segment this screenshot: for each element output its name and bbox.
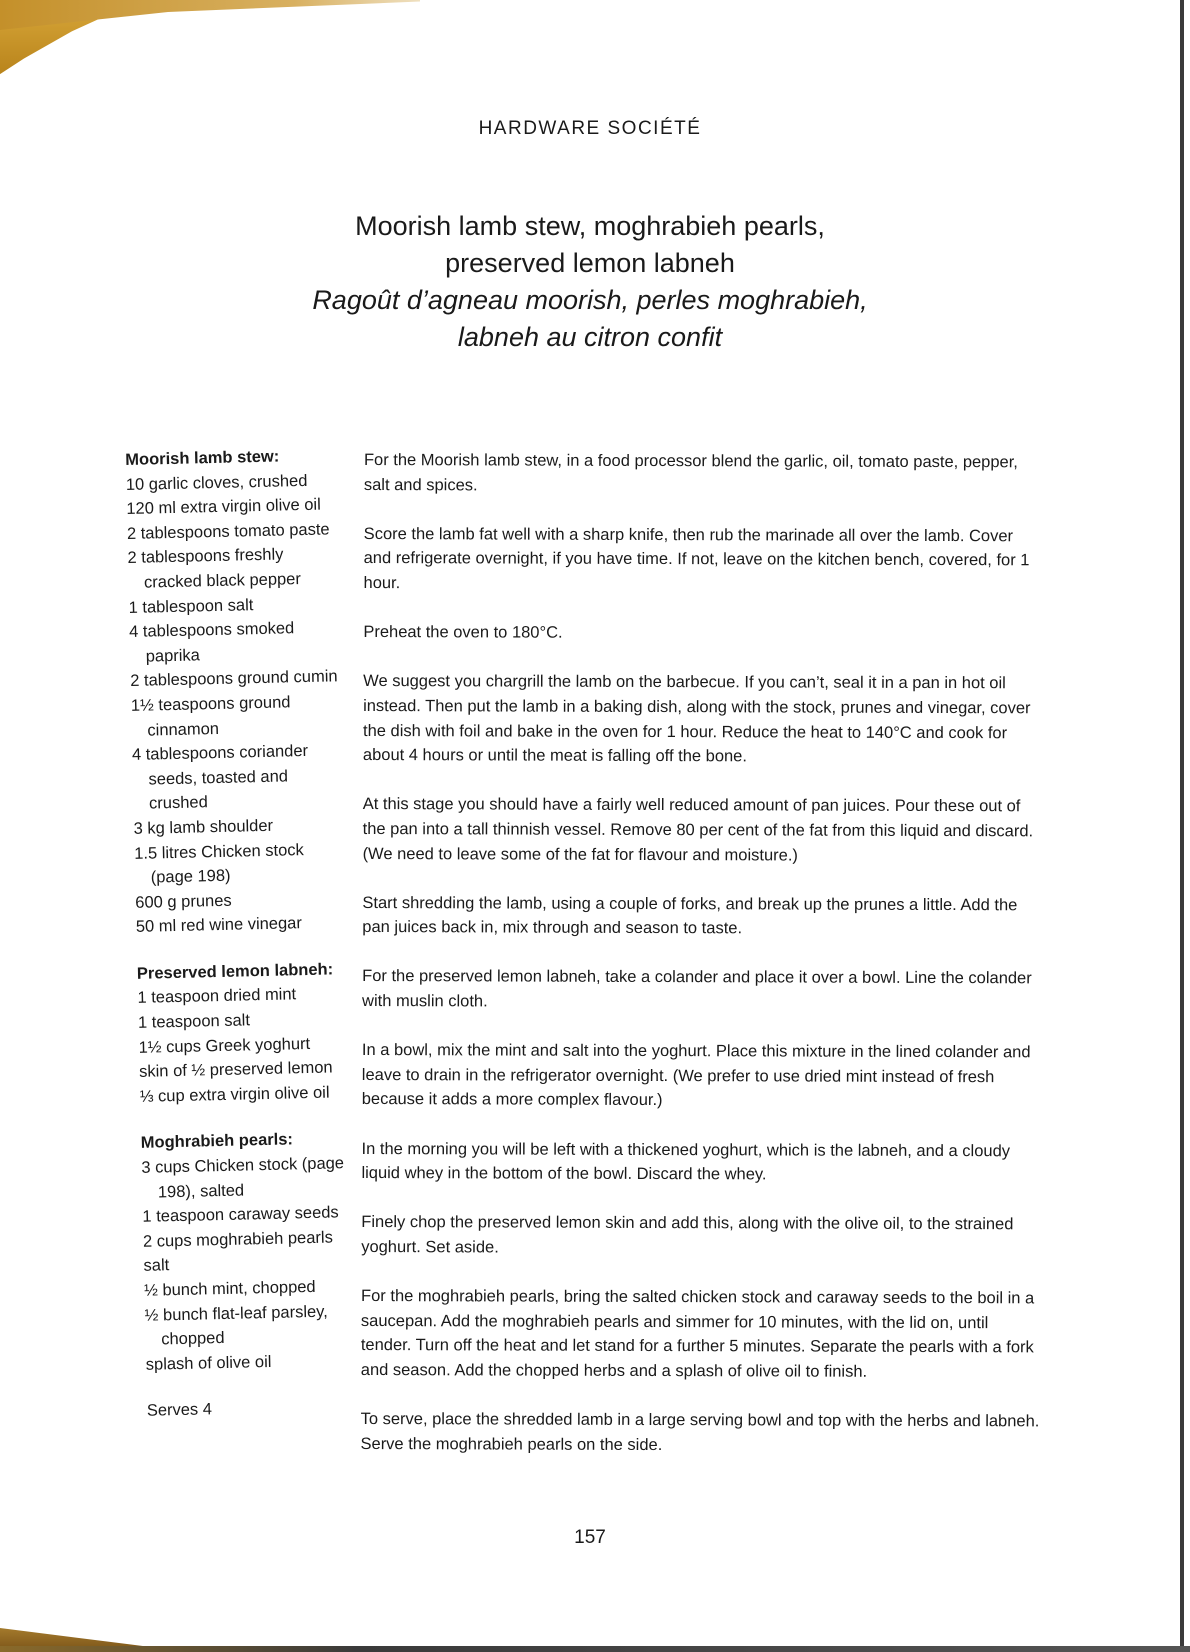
ingredient-item: 3 kg lamb shoulder (133, 816, 274, 838)
ingredient-item: 120 ml extra virgin olive oil (126, 495, 321, 519)
page-number: 157 (574, 1527, 606, 1548)
serves-count: Serves 4 (146, 1400, 213, 1421)
section-heading: Moghrabieh pearls: (140, 1130, 294, 1153)
ingredient-item: ⅓ cup extra virgin olive oil (139, 1083, 330, 1106)
ingredient-item: 4 tablespoons smoked paprika (128, 619, 295, 666)
ingredient-item: 2 tablespoons ground cumin (130, 667, 338, 691)
ingredient-item: 2 cups moghrabieh pearls (142, 1228, 334, 1251)
method-column (360, 448, 1044, 1483)
title-english-line: Moorish lamb stew, moghrabieh pearls, (355, 211, 825, 241)
method-step: We suggest you chargrill the lamb on the barbecue. If you can’t, seal it in a pan in hot oil instead. Then put the lamb in a baking dish, along with the stock, prunes and vinegar, cover the dish with foil and bake in the oven for 1 hour. Reduce the heat to 140°C and cook for about 4 hours or until the meat is falling off the bone. (362, 672, 1031, 766)
ingredient-item: skin of ½ preserved lemon (138, 1058, 333, 1082)
ingredient-item: ½ bunch mint, chopped (143, 1277, 316, 1300)
method-step: In a bowl, mix the mint and salt into the yoghurt. Place this mixture in the lined colander and leave to drain in the refrigerator overnight. (We prefer to use dried mint instead of fresh because it adds a more complex flavour.) (361, 1041, 1031, 1110)
ingredient-item: 1 teaspoon caraway seeds (142, 1203, 339, 1227)
ingredient-item: salt (143, 1256, 170, 1276)
method-step: To serve, place the shredded lamb in a large serving bowl and top with the herbs and labneh. Serve the moghrabieh pearls on the side. (360, 1410, 1040, 1454)
ingredient-item: 50 ml red wine vinegar (135, 914, 303, 937)
ingredient-item: 1.5 litres Chicken stock (page 198) (133, 840, 305, 887)
method-step: Start shredding the lamb, using a couple of forks, and break up the prunes a little. Add the pan juices back in, mix through and season to taste. (362, 893, 1018, 938)
method-step: Score the lamb fat well with a sharp knife, then rub the marinade all over the lamb. Cover and refrigerate overnight, if you have time. If not, leave on the kitchen bench, covered, for 1 hour. (363, 524, 1030, 593)
ingredient-item: 600 g prunes (135, 891, 232, 912)
ingredient-item: 1 tablespoon salt (128, 595, 254, 617)
ingredient-item: 1 teaspoon salt (137, 1011, 251, 1032)
method-step: Preheat the oven to 180°C. (363, 623, 563, 642)
ingredient-section-moghrabieh (141, 1126, 362, 1377)
ingredient-item: 1 teaspoon dried mint (137, 985, 297, 1008)
section-heading: Moorish lamb stew: (125, 447, 280, 469)
method-step: In the morning you will be left with a thickened yoghurt, which is the labneh, and a cloudy liquid whey in the bottom of the bowl. Discard the whey. (361, 1139, 1011, 1184)
section-heading: Preserved lemon labneh: (136, 960, 334, 983)
ingredient-item: ½ bunch flat-leaf parsley, chopped (144, 1302, 328, 1349)
ingredient-item: 2 tablespoons tomato paste (126, 520, 330, 543)
method-step: Finely chop the preserved lemon skin and add this, along with the olive oil, to the strained yoghurt. Set aside. (361, 1213, 1014, 1257)
ingredient-item: 4 tablespoons coriander seeds, toasted and crushed (131, 742, 309, 813)
method-step: For the Moorish lamb stew, in a food processor blend the garlic, oil, tomato paste, pepper, salt and spices. (363, 450, 1018, 494)
ingredient-item: splash of olive oil (145, 1352, 272, 1374)
method-step: For the preserved lemon labneh, take a colander and place it over a bowl. Line the colander with muslin cloth. (362, 967, 1032, 1011)
ingredient-item: 1½ cups Greek yoghurt (138, 1034, 311, 1057)
title-french-line: Ragoût d’agneau moorish, perles moghrabieh, (312, 285, 868, 315)
title-english-line: preserved lemon labneh (445, 248, 735, 278)
running-head: HARDWARE SOCIÉTÉ (478, 118, 702, 139)
ingredient-item: 3 cups Chicken stock (page 198), salted (141, 1154, 345, 1202)
method-step: At this stage you should have a fairly well reduced amount of pan juices. Pour these out of the pan into a tall thinnish vessel. Remove 80 per cent of the fat from this liquid and discard. (We need to leave some of the fat for flavour and moisture.) (362, 795, 1034, 865)
method-step: For the moghrabieh pearls, bring the salted chicken stock and caraway seeds to the boil in a saucepan. Add the moghrabieh pearls and simmer for 10 minutes, with the lid on, until tender. Turn off the heat and let stand for a further 5 minutes. Separate the pearls with a fork and season. Add the chopped herbs and a splash of olive oil to finish. (360, 1287, 1035, 1381)
ingredient-item: 2 tablespoons freshly cracked black pepper (127, 545, 302, 592)
ingredients-column (125, 443, 362, 1424)
title-french-line: labneh au citron confit (457, 322, 723, 352)
ingredient-section-labneh (137, 957, 355, 1109)
ingredient-item: 1½ teaspoons ground cinnamon (130, 693, 291, 740)
page-bottom-edge (0, 1646, 1190, 1652)
ingredient-item: 10 garlic cloves, crushed (125, 471, 308, 494)
ingredient-section-lamb-stew (125, 443, 351, 940)
recipe-title (0, 208, 1180, 356)
